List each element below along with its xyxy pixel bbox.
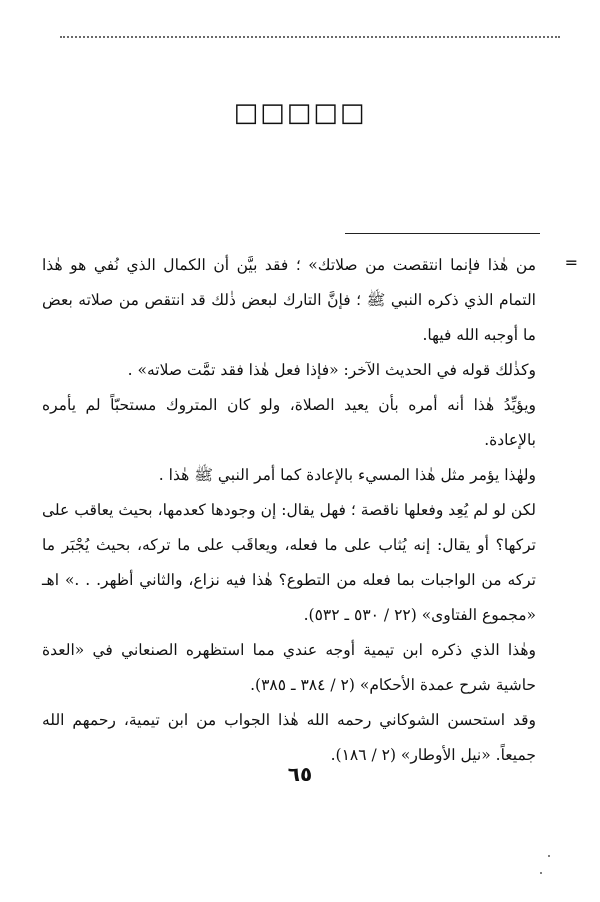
- top-dotted-rule: [60, 36, 560, 48]
- scan-speck: [540, 872, 542, 874]
- placeholder-boxes: □□□□□: [233, 98, 367, 128]
- paragraph-7: وقد استحسن الشوكاني رحمه الله هٰذا الجواب من ابن تيمية، رحمهم الله جميعاً. «نيل الأوطار» (٢ / ١٨٦).: [42, 711, 536, 764]
- footnote-separator: [345, 233, 540, 234]
- footnote-text: [42, 248, 536, 773]
- paragraph-3: ويؤيِّدُ هٰذا أنه أمره بأن يعيد الصلاة، ولو كان المتروك مستحبّاً لم يأمره بالإعادة.: [42, 396, 536, 449]
- page-number: ٦٥: [287, 762, 313, 786]
- paragraph-4: ولهٰذا يؤمر مثل هٰذا المسيء بالإعادة كما أمر النبي ﷺ هٰذا .: [158, 466, 536, 484]
- paragraph-5: لكن لو لم يُعِد وفعلها ناقصة ؛ فهل يقال: إن وجودها كعدمها، بحيث يعاقب على تركها؟ أو يقال: إنه يُثاب على ما فعله، ويعاقَب على ما تركه، بحيث يُجْبَر ما تركه من الواجبات بما فعله من التطوع؟ هٰذا فيه نزاع، والثاني أظهر. . .» اهـ «مجموع الفتاوى» (٢٢ / ٥٣٠ ـ ٥٣٢).: [42, 501, 536, 624]
- paragraph-1: من هٰذا فإنما انتقصت من صلاتك» ؛ فقد بيَّن أن الكمال الذي نُفي هو هٰذا التمام الذي ذكره النبي ﷺ ؛ فإنَّ التارك لبعض ذٰلك قد انتقص من صلاته بعض ما أوجبه الله فيها.: [42, 256, 536, 344]
- continuation-marker: =: [564, 253, 578, 272]
- paragraph-2: وكذٰلك قوله في الحديث الآخر: «فإذا فعل هٰذا فقد تمَّت صلاته» .: [127, 361, 536, 379]
- scan-speck: [548, 855, 550, 857]
- paragraph-6: وهٰذا الذي ذكره ابن تيمية أوجه عندي مما استظهره الصنعاني في «العدة حاشية شرح عمدة الأحكام» (٢ / ٣٨٤ ـ ٣٨٥).: [42, 641, 536, 694]
